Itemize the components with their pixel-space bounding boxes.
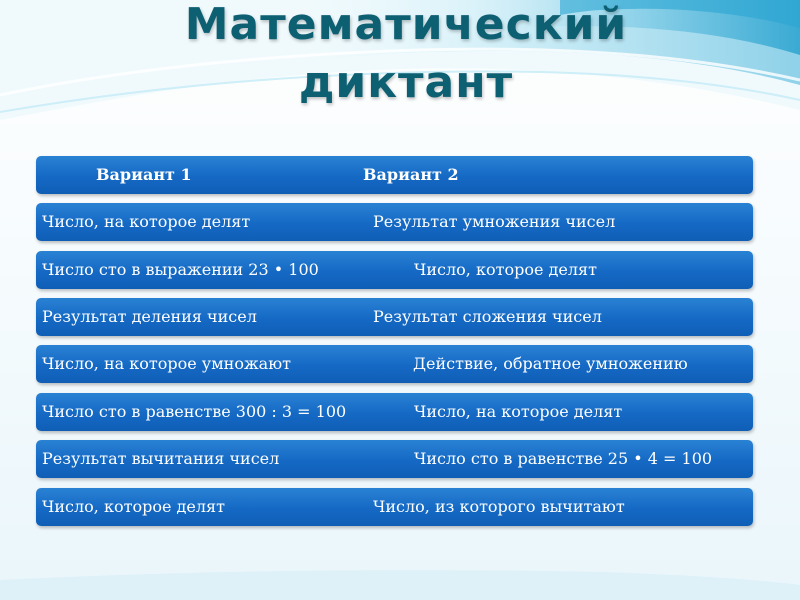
variant-1-cell: Число, на которое делят: [42, 212, 251, 231]
header-variant-1: Вариант 1: [96, 165, 192, 184]
variant-2-cell: Число, на которое делят: [414, 402, 623, 421]
header-variant-2: Вариант 2: [363, 165, 459, 184]
variant-1-cell: Число, которое делят: [42, 497, 225, 516]
title-line-1: Математический: [184, 0, 628, 50]
variant-2-cell: Число, которое делят: [414, 260, 597, 279]
table-header-row: [36, 156, 753, 194]
table-row: [36, 488, 753, 526]
table-row: [36, 203, 753, 241]
title-line-2: диктант: [298, 57, 514, 108]
variant-2-cell: Результат сложения чисел: [373, 307, 602, 326]
table-row: [36, 440, 753, 478]
variant-1-cell: Результат деления чисел: [42, 307, 257, 326]
variant-2-cell: Число, из которого вычитают: [373, 497, 625, 516]
table-row: [36, 345, 753, 383]
variant-2-cell: Результат умножения чисел: [373, 212, 616, 231]
variant-2-cell: Число сто в равенстве 25 • 4 = 100: [414, 449, 713, 468]
table-row: [36, 251, 753, 289]
variant-1-cell: Число сто в выражении 23 • 100: [42, 260, 319, 279]
variant-2-cell: Действие, обратное умножению: [413, 354, 688, 373]
table-row: [36, 298, 753, 336]
table-row: [36, 393, 753, 431]
variant-1-cell: Результат вычитания чисел: [42, 449, 280, 468]
variant-1-cell: Число, на которое умножают: [42, 354, 291, 373]
variant-1-cell: Число сто в равенстве 300 : 3 = 100: [42, 402, 347, 421]
